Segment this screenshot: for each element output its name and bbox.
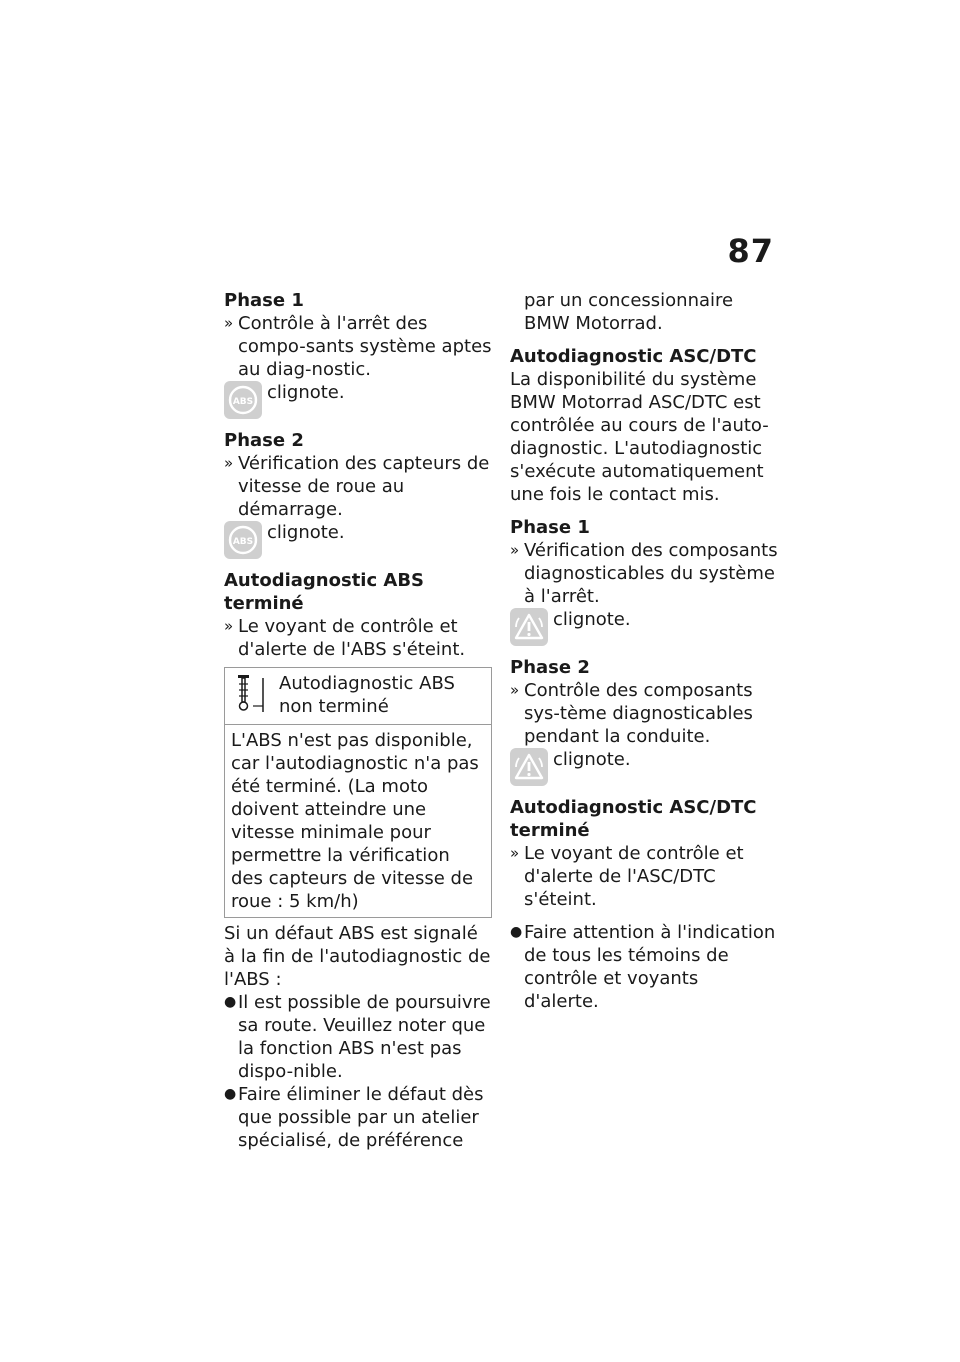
list-item bbox=[510, 921, 778, 1013]
bullet-marker: ● bbox=[510, 924, 523, 940]
phase1-heading: Phase 1 bbox=[224, 290, 304, 311]
list-item bbox=[224, 991, 492, 1083]
bullet-marker: ● bbox=[224, 994, 237, 1010]
step-marker: » bbox=[224, 314, 234, 332]
abs-warning-lamp-icon bbox=[224, 521, 262, 559]
list-item bbox=[224, 1083, 492, 1152]
phase2-heading: Phase 2 bbox=[224, 430, 304, 451]
asc-phase1-heading: Phase 1 bbox=[510, 517, 590, 538]
bullet-text: Faire attention à l'indication de tous les témoins de contrôle et voyants d'alerte. bbox=[524, 922, 776, 1012]
asc-phase2-step bbox=[510, 679, 778, 748]
page-number: 87 bbox=[727, 232, 774, 270]
notice-box bbox=[224, 667, 492, 918]
asc-phase1-indicator-text: clignote. bbox=[553, 609, 631, 630]
bullet-text: Il est possible de poursuivre sa route. Veuillez noter que la fonction ABS n'est pas dispo-nible. bbox=[238, 992, 491, 1082]
asc-heading: Autodiagnostic ASC/DTC bbox=[510, 346, 757, 367]
phase1-indicator bbox=[224, 381, 492, 419]
gauge-tool-icon bbox=[235, 672, 269, 716]
asc-phase1-step bbox=[510, 539, 778, 608]
asc-phase1-step-text: Vérification des composants diagnosticables du système à l'arrêt. bbox=[524, 540, 778, 607]
svg-text:ABS: ABS bbox=[232, 397, 254, 407]
right-column bbox=[510, 289, 778, 1013]
asc-phase2-step-text: Contrôle des composants sys-tème diagnosticables pendant la conduite. bbox=[524, 680, 753, 747]
notice-header bbox=[225, 668, 491, 725]
notice-title: Autodiagnostic ABS non terminé bbox=[279, 673, 455, 717]
asc-intro: La disponibilité du système BMW Motorrad ASC/DTC est contrôlée au cours de l'auto-diagnostic. L'autodiagnostic s'exécute automatiquement une fois le contact mis. bbox=[510, 369, 769, 505]
abs-done-heading: Autodiagnostic ABS terminé bbox=[224, 570, 425, 614]
asc-phase2-heading: Phase 2 bbox=[510, 657, 590, 678]
asc-dtc-warning-lamp-icon bbox=[510, 608, 548, 646]
svg-text:ABS: ABS bbox=[232, 537, 254, 547]
abs-warning-lamp-icon bbox=[224, 381, 262, 419]
left-column bbox=[224, 289, 492, 1152]
asc-done-step-text: Le voyant de contrôle et d'alerte de l'ASC/DTC s'éteint. bbox=[524, 843, 744, 910]
phase1-step-text: Contrôle à l'arrêt des compo-sants système aptes au diag-nostic. bbox=[238, 313, 492, 380]
asc-phase2-indicator bbox=[510, 748, 778, 786]
phase2-indicator bbox=[224, 521, 492, 559]
bullet-text: Faire éliminer le défaut dès que possible par un atelier spécialisé, de préférence bbox=[238, 1084, 484, 1151]
asc-dtc-warning-lamp-icon bbox=[510, 748, 548, 786]
step-marker: » bbox=[510, 844, 520, 862]
step-marker: » bbox=[510, 681, 520, 699]
abs-done-step bbox=[224, 615, 492, 661]
phase1-indicator-text: clignote. bbox=[267, 382, 345, 403]
notice-body: L'ABS n'est pas disponible, car l'autodiagnostic n'a pas été terminé. (La moto doivent atteindre une vitesse minimale pour permettre la vérification des capteurs de vitesse de roue : 5 km/h) bbox=[231, 730, 479, 912]
step-marker: » bbox=[224, 617, 234, 635]
abs-done-step-text: Le voyant de contrôle et d'alerte de l'ABS s'éteint. bbox=[238, 616, 466, 660]
asc-done-step bbox=[510, 842, 778, 911]
continuation-text: par un concessionnaire BMW Motorrad. bbox=[524, 290, 734, 334]
bullet-marker: ● bbox=[224, 1086, 237, 1102]
phase1-step bbox=[224, 312, 492, 381]
asc-phase2-indicator-text: clignote. bbox=[553, 749, 631, 770]
step-marker: » bbox=[510, 541, 520, 559]
step-marker: » bbox=[224, 454, 234, 472]
asc-phase1-indicator bbox=[510, 608, 778, 646]
asc-done-heading: Autodiagnostic ASC/DTC terminé bbox=[510, 797, 757, 841]
phase2-step-text: Vérification des capteurs de vitesse de roue au démarrage. bbox=[238, 453, 490, 520]
fault-intro: Si un défaut ABS est signalé à la fin de l'autodiagnostic de l'ABS : bbox=[224, 923, 491, 990]
phase2-indicator-text: clignote. bbox=[267, 522, 345, 543]
phase2-step bbox=[224, 452, 492, 521]
